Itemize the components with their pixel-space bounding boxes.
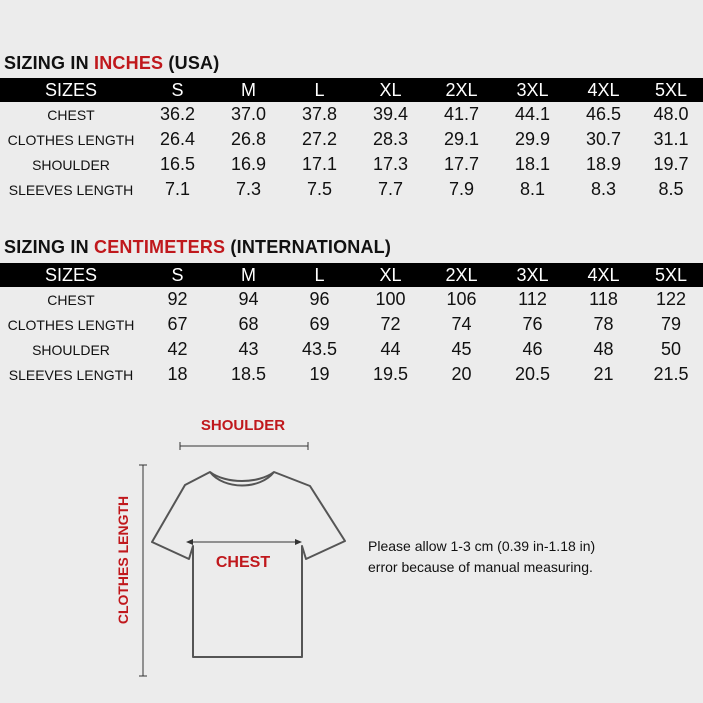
table-row [0, 102, 703, 127]
centimeters-size-table [0, 263, 703, 387]
table-cell: 122 [655, 289, 687, 309]
table-cell: 20.5 [514, 364, 551, 384]
table-cell: 7.1 [164, 179, 191, 199]
row-label: SLEEVES LENGTH [8, 181, 134, 198]
row-label: SHOULDER [32, 341, 110, 358]
table-cell: 106 [446, 289, 477, 309]
table-row [0, 287, 703, 312]
clothes-length-label: CLOTHES LENGTH [115, 495, 131, 625]
cm-title-accent: CENTIMETERS [94, 237, 226, 257]
row-label: CLOTHES LENGTH [7, 316, 135, 333]
table-cell: 7.9 [448, 179, 475, 199]
header-cell: XL [379, 264, 402, 285]
chest-label: CHEST [215, 554, 271, 571]
header-cell: 5XL [654, 79, 688, 100]
table-cell: 76 [522, 314, 543, 334]
table-cell: 16.5 [159, 154, 196, 174]
table-cell: 96 [309, 289, 330, 309]
table-cell: 29.9 [514, 129, 551, 149]
table-cell: 100 [375, 289, 406, 309]
header-cell: 4XL [587, 264, 620, 285]
inches-title-suffix: (USA) [163, 53, 220, 73]
row-label: SHOULDER [32, 156, 110, 173]
table-cell: 48 [593, 339, 614, 359]
header-cell: 5XL [654, 264, 688, 285]
table-cell: 17.1 [301, 154, 338, 174]
row-label: CLOTHES LENGTH [7, 131, 135, 148]
header-cell: SIZES [44, 264, 97, 285]
table-cell: 31.1 [653, 129, 689, 149]
note-line-1: Please allow 1-3 cm (0.39 in-1.18 in) [368, 538, 596, 554]
table-cell: 79 [660, 314, 682, 334]
header-cell: 3XL [516, 264, 549, 285]
table-cell: 7.5 [306, 179, 333, 199]
cm-header-row [0, 263, 703, 287]
table-cell: 18.5 [230, 364, 267, 384]
inches-title-accent: INCHES [94, 53, 164, 73]
table-cell: 8.5 [658, 179, 684, 199]
table-cell: 46.5 [585, 104, 622, 124]
tshirt-measurement-diagram [0, 400, 703, 703]
table-cell: 112 [518, 289, 547, 309]
table-cell: 17.3 [372, 154, 409, 174]
centimeters-section-title [4, 237, 391, 258]
table-row [0, 362, 703, 387]
table-row [0, 312, 703, 337]
table-cell: 46 [522, 339, 543, 359]
table-cell: 21.5 [653, 364, 689, 384]
header-cell: 3XL [516, 79, 549, 100]
inches-section-title [4, 53, 219, 74]
table-cell: 18 [167, 364, 188, 384]
shoulder-label: SHOULDER [200, 417, 286, 434]
cm-title-suffix: (INTERNATIONAL) [225, 237, 392, 257]
row-label: SLEEVES LENGTH [8, 366, 134, 383]
inches-header-row [0, 78, 703, 102]
table-cell: 48.0 [653, 104, 689, 124]
table-cell: 74 [451, 314, 472, 334]
header-cell: XL [379, 79, 402, 100]
table-cell: 26.8 [230, 129, 267, 149]
chest-measure-line [186, 539, 302, 545]
table-row [0, 127, 703, 152]
header-cell: L [314, 264, 325, 285]
table-cell: 18.1 [514, 154, 551, 174]
table-cell: 50 [660, 339, 682, 359]
table-cell: 17.7 [443, 154, 480, 174]
table-cell: 26.4 [159, 129, 196, 149]
table-row [0, 152, 703, 177]
header-cell: S [171, 79, 184, 100]
table-cell: 18.9 [585, 154, 622, 174]
table-row [0, 337, 703, 362]
table-cell: 8.1 [519, 179, 546, 199]
table-cell: 78 [593, 314, 614, 334]
inches-title-prefix: SIZING IN [4, 53, 95, 73]
table-cell: 39.4 [372, 104, 409, 124]
table-cell: 44.1 [514, 104, 551, 124]
header-cell: L [314, 79, 325, 100]
length-measure-line [139, 465, 147, 676]
table-cell: 8.3 [590, 179, 617, 199]
header-cell: S [171, 264, 184, 285]
table-cell: 37.0 [230, 104, 267, 124]
table-cell: 43.5 [301, 339, 338, 359]
table-cell: 118 [589, 289, 618, 309]
table-cell: 69 [309, 314, 330, 334]
table-row [0, 177, 703, 202]
table-cell: 68 [238, 314, 259, 334]
table-cell: 30.7 [585, 129, 622, 149]
tshirt-collar [210, 472, 274, 486]
table-cell: 41.7 [443, 104, 480, 124]
inches-size-table [0, 78, 703, 202]
header-cell: SIZES [44, 79, 97, 100]
table-cell: 94 [238, 289, 259, 309]
table-cell: 19.7 [653, 154, 689, 174]
measurement-note [368, 536, 595, 578]
shoulder-measure-line [180, 442, 308, 450]
header-cell: 2XL [445, 264, 478, 285]
table-cell: 43 [238, 339, 259, 359]
table-cell: 7.3 [235, 179, 262, 199]
table-cell: 19 [309, 364, 330, 384]
header-cell: M [241, 79, 256, 100]
table-cell: 45 [451, 339, 472, 359]
table-cell: 21 [593, 364, 614, 384]
header-cell: 2XL [445, 79, 478, 100]
cm-title-prefix: SIZING IN [4, 237, 95, 257]
table-cell: 19.5 [372, 364, 409, 384]
table-cell: 42 [167, 339, 188, 359]
table-cell: 72 [380, 314, 401, 334]
row-label: CHEST [47, 291, 95, 308]
table-cell: 27.2 [301, 129, 338, 149]
table-cell: 44 [380, 339, 401, 359]
table-cell: 16.9 [230, 154, 267, 174]
row-label: CHEST [47, 106, 95, 123]
table-cell: 67 [167, 314, 188, 334]
table-cell: 7.7 [377, 179, 404, 199]
table-cell: 29.1 [443, 129, 480, 149]
table-cell: 37.8 [301, 104, 338, 124]
note-line-2: error because of manual measuring. [368, 559, 593, 575]
table-cell: 28.3 [372, 129, 409, 149]
table-cell: 36.2 [159, 104, 196, 124]
table-cell: 92 [167, 289, 188, 309]
table-cell: 20 [451, 364, 472, 384]
header-cell: M [241, 264, 256, 285]
header-cell: 4XL [587, 79, 620, 100]
